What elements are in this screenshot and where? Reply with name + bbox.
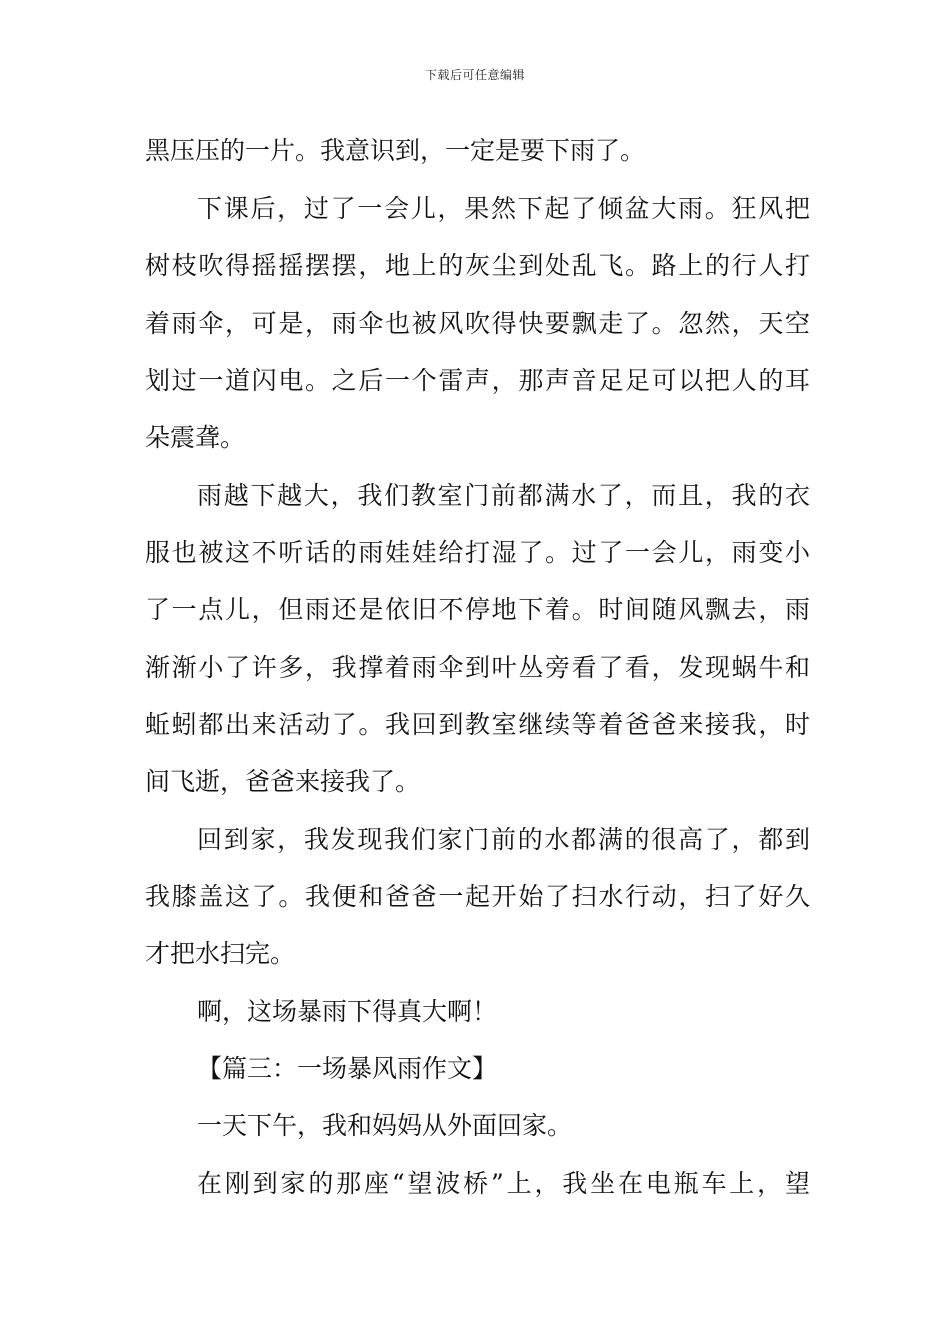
text-line: 渐渐小了许多，我撑着雨伞到叶丛旁看了看，发现蜗牛和 xyxy=(145,653,810,682)
text-line: 着雨伞，可是，雨伞也被风吹得快要飘走了。忽然，天空 xyxy=(145,309,810,338)
text-line: 回到家，我发现我们家门前的水都满的很高了，都到 xyxy=(197,825,810,854)
text-line: 间飞逝，爸爸来接我了。 xyxy=(145,767,421,796)
text-line: 树枝吹得摇摇摆摆，地上的灰尘到处乱飞。路上的行人打 xyxy=(145,251,810,280)
text-line: 一天下午，我和妈妈从外面回家。 xyxy=(197,1111,573,1140)
text-line: 我膝盖这了。我便和爸爸一起开始了扫水行动，扫了好久 xyxy=(145,882,810,911)
text-line: 划过一道闪电。之后一个雷声，那声音足足可以把人的耳 xyxy=(145,366,810,395)
page-header: 下载后可任意编辑 xyxy=(424,68,525,82)
text-line: 下课后，过了一会儿，果然下起了倾盆大雨。狂风把 xyxy=(197,194,810,223)
text-line: 雨越下越大，我们教室门前都满水了，而且，我的衣 xyxy=(197,481,810,510)
section-heading: 【篇三：一场暴风雨作文】 xyxy=(197,1054,498,1083)
text-line: 服也被这不听话的雨娃娃给打湿了。过了一会儿，雨变小 xyxy=(145,538,810,567)
text-line: 才把水扫完。 xyxy=(145,939,296,968)
text-line: 在刚到家的那座“望波桥”上，我坐在电瓶车上，望 xyxy=(197,1169,810,1198)
text-line: 啊，这场暴雨下得真大啊！ xyxy=(197,997,498,1026)
text-line: 黑压压的一片。我意识到，一定是要下雨了。 xyxy=(145,136,646,165)
text-line: 蚯蚓都出来活动了。我回到教室继续等着爸爸来接我，时 xyxy=(145,710,810,739)
text-line: 了一点儿，但雨还是依旧不停地下着。时间随风飘去，雨 xyxy=(145,595,810,624)
text-line: 朵震聋。 xyxy=(145,423,246,452)
